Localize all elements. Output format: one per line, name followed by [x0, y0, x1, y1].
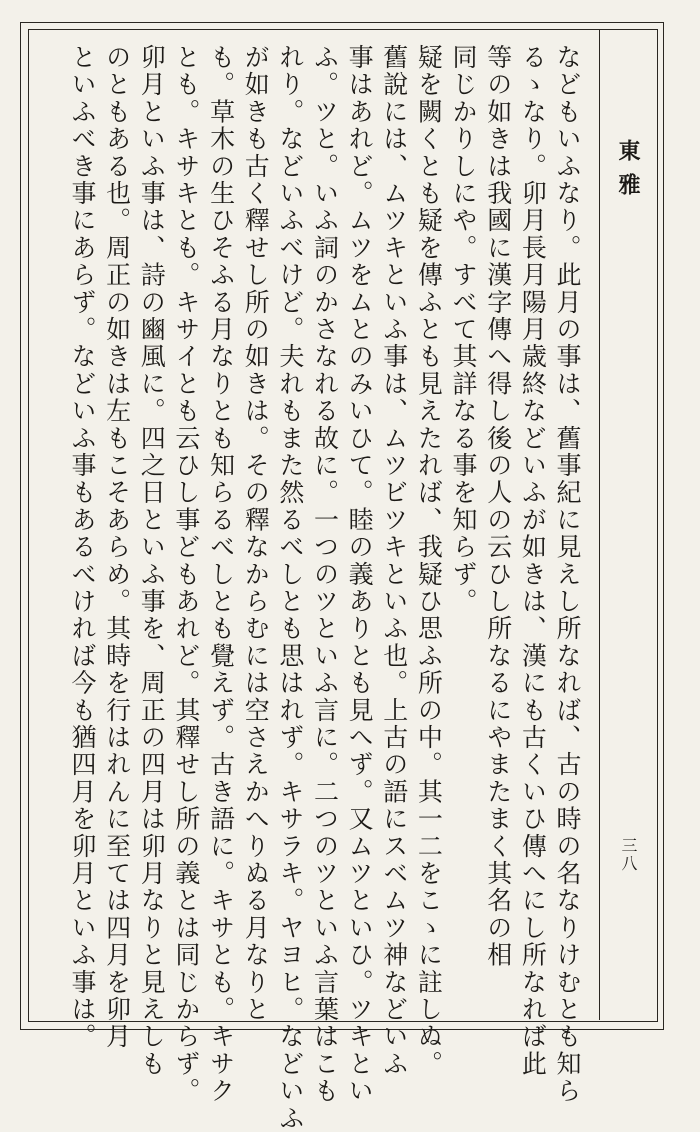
text-body	[68, 44, 582, 1132]
text-column: 舊說には、ムツキといふ事は、ムツビツキといふ也。上古の語にスベムツ神などいふ	[379, 44, 409, 1078]
text-column: 等の如きは我國に漢字傳へ得し後の人の云ひし所なるにやまたまく其名の相	[483, 44, 513, 969]
text-column: のともある也。周正の如きは左もこそあらめ。其時を行はれんに至ては四月を卯月	[102, 44, 132, 1051]
text-column: 卯月といふ事は、詩の豳風に。四之日といふ事を、周正の四月は卯月なりと見えしも	[137, 44, 167, 1078]
text-column: とも。キサキとも。キサイとも云ひし事どもあれど。其釋せし所の義とは同じからず。	[171, 44, 201, 1105]
header-band	[599, 29, 656, 1020]
text-column: 事はあれど。ムツをムとのみいひて。睦の義ありとも見へず。又ムツといひ。ツキとい	[345, 44, 375, 1105]
text-column: が如きも古く釋せし所の如きは。その釋なからむには空さえかへりぬる月なりと	[241, 44, 271, 1024]
text-column: 疑を闕くとも疑を傳ふとも見えたれば、我疑ひ思ふ所の中。其一二をこゝに註しぬ。	[414, 44, 444, 1078]
text-column: といふべき事にあらず。などいふ事もあるべければ今も猶四月を卯月といふ事は。	[68, 44, 97, 1051]
running-head: 東雅	[615, 139, 641, 207]
text-column: ふ。ツと。いふ詞のかさなれる故に。一つのツといふ言に。二つのツといふ言葉はこも	[310, 44, 340, 1105]
text-column: るゝなり。卯月長月陽月歳終などいふが如きは、漢にも古くいひ傳へにし所なれば此	[518, 44, 548, 1078]
text-column: などもいふなり。此月の事は、舊事紀に見えし所なれば、古の時の名なりけむとも知ら	[552, 44, 582, 1105]
page-number: 三八	[619, 837, 638, 873]
text-column: れり。などいふべけど。夫れもまた然るべしとも思はれず。キサラキ。ヤヨヒ。などいふ	[275, 44, 305, 1132]
text-column: 同じかりしにや。すべて其詳なる事を知らず。	[449, 44, 479, 616]
text-column: も。草木の生ひそふる月なりとも知らるべしとも覺えず。古き語に。キサとも。キサク	[206, 44, 236, 1105]
